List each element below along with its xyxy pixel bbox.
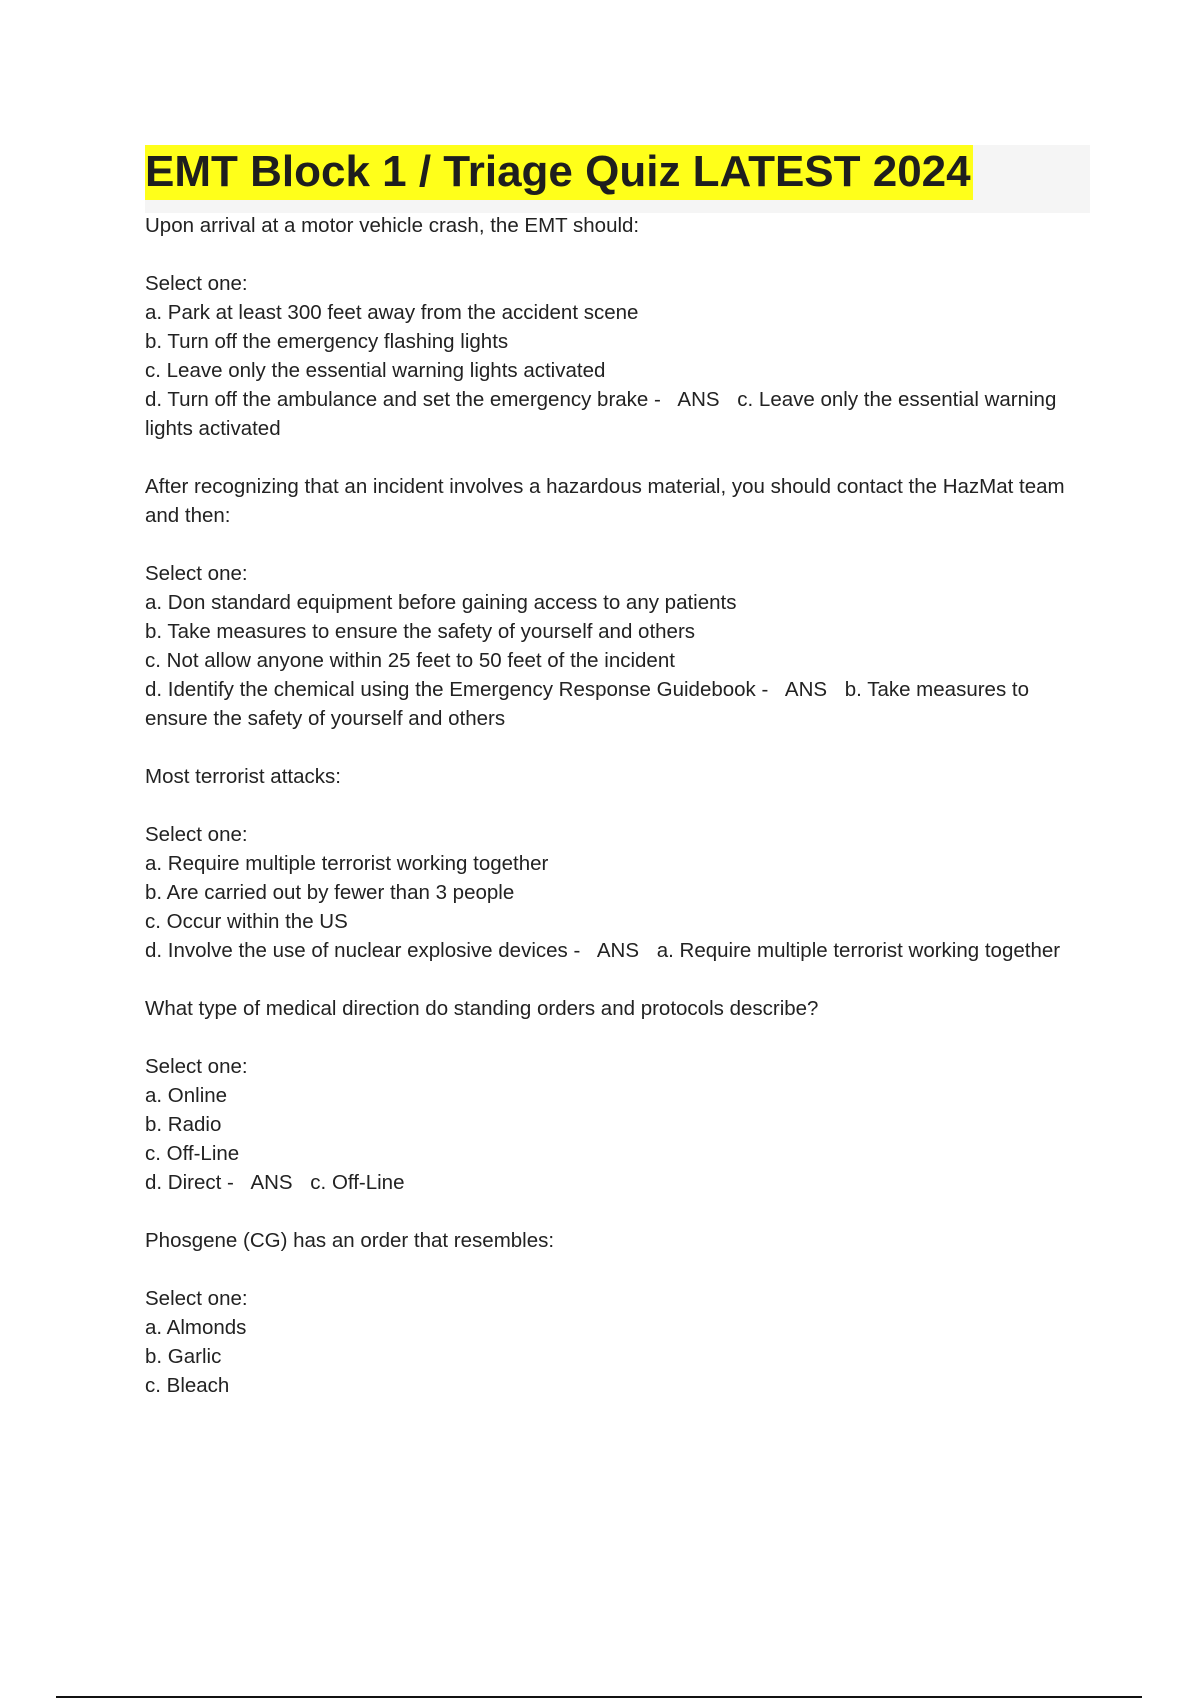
option-d-with-answer [145, 385, 1095, 443]
option-c: c. Off-Line [145, 1142, 240, 1165]
option-d-with-answer [145, 675, 1095, 733]
option-b: b. Garlic [145, 1345, 222, 1368]
option-d-with-answer [145, 1168, 1095, 1197]
option-c: c. Not allow anyone within 25 feet to 50 feet of the incident [145, 649, 675, 672]
answer-text: c. Off-Line [310, 1171, 405, 1194]
option-c: c. Leave only the essential warning lights activated [145, 359, 606, 382]
ans-label: ANS [250, 1171, 293, 1194]
option-a: a. Online [145, 1084, 228, 1107]
quiz-content [145, 211, 1095, 1400]
option-b: b. Are carried out by fewer than 3 people [145, 881, 515, 904]
option-d: d. Involve the use of nuclear explosive devices - [145, 939, 581, 962]
option-d-with-answer [145, 936, 1095, 965]
option-a: a. Park at least 300 feet away from the accident scene [145, 301, 639, 324]
option-b: b. Take measures to ensure the safety of yourself and others [145, 620, 696, 643]
option-a: a. Require multiple terrorist working together [145, 852, 549, 875]
option-d: d. Turn off the ambulance and set the emergency brake - [145, 388, 661, 411]
option-c: c. Bleach [145, 1374, 230, 1397]
option-b: b. Radio [145, 1113, 222, 1136]
ans-label: ANS [784, 678, 828, 701]
option-c: c. Occur within the US [145, 910, 348, 933]
answer-text: b. Take measures to ensure the safety of yourself and others [145, 678, 1035, 730]
ans-label: ANS [596, 939, 640, 962]
question-prompt: Upon arrival at a motor vehicle crash, the EMT should: [145, 214, 640, 237]
question-prompt: Phosgene (CG) has an order that resembles: [145, 1229, 555, 1252]
question-prompt: Most terrorist attacks: [145, 765, 341, 788]
question-prompt: After recognizing that an incident involves a hazardous material, you should contact the HazMat team and then: [145, 475, 1071, 527]
document-title [145, 146, 973, 198]
option-d: d. Identify the chemical using the Emergency Response Guidebook - [145, 678, 769, 701]
select-one-label: Select one: [145, 272, 248, 295]
question-prompt: What type of medical direction do standing orders and protocols describe? [145, 997, 819, 1020]
question-block [145, 762, 1095, 965]
option-d: d. Direct - [145, 1171, 234, 1194]
select-one-label: Select one: [145, 562, 248, 585]
select-one-label: Select one: [145, 823, 248, 846]
question-block [145, 1226, 1095, 1400]
option-a: a. Don standard equipment before gaining access to any patients [145, 591, 737, 614]
question-block [145, 994, 1095, 1197]
question-block [145, 472, 1095, 733]
page-bottom-rule [56, 1696, 1142, 1698]
answer-text: a. Require multiple terrorist working together [656, 939, 1061, 962]
select-one-label: Select one: [145, 1287, 248, 1310]
answer-text: c. Leave only the essential warning lights activated [145, 388, 1063, 440]
question-block [145, 211, 1095, 443]
title-highlight: EMT Block 1 / Triage Quiz LATEST 2024 [145, 145, 973, 200]
option-a: a. Almonds [145, 1316, 247, 1339]
option-b: b. Turn off the emergency flashing lights [145, 330, 509, 353]
select-one-label: Select one: [145, 1055, 248, 1078]
ans-label: ANS [677, 388, 720, 411]
